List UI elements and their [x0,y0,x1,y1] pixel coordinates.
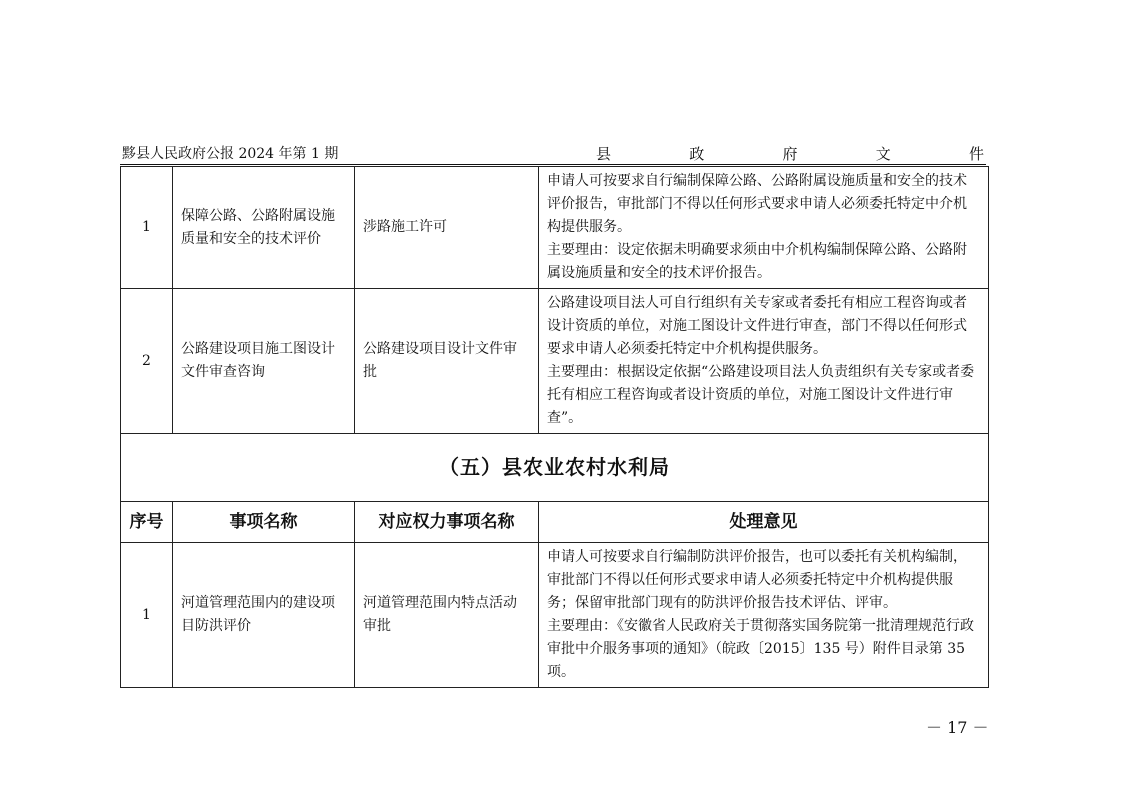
header-char: 文 [875,145,891,163]
item-name: 公路建设项目施工图设计文件审查咨询 [173,289,355,434]
column-header: 对应权力事项名称 [355,502,539,543]
header-char: 政 [689,145,705,163]
opinion-reason: 主要理由：设定依据未明确要求须由中介机构编制保障公路、公路附属设施质量和安全的技术评价报告。 [547,242,967,281]
handling-opinion [539,167,989,289]
row-number: 2 [121,289,173,434]
header-char: 府 [782,145,798,163]
table-row [121,289,989,434]
table-row [121,543,989,688]
item-name: 河道管理范围内的建设项目防洪评价 [173,543,355,688]
column-header: 事项名称 [173,502,355,543]
column-header-row [121,502,989,543]
power-item-name: 涉路施工许可 [355,167,539,289]
section-title: （五）县农业农村水利局 [121,434,989,502]
section-row [121,434,989,502]
document-type-header [596,143,984,164]
header-divider [120,164,986,165]
opinion-text: 公路建设项目法人可自行组织有关专家或者委托有相应工程咨询或者设计资质的单位，对施工图设计文件进行审查，部门不得以任何形式要求申请人必须委托特定中介机构提供服务。 [547,295,967,357]
power-item-name: 河道管理范围内特点活动审批 [355,543,539,688]
intermediary-services-table [120,166,989,688]
handling-opinion [539,543,989,688]
page-number: － 17 － [926,718,989,737]
bulletin-header: 黟县人民政府公报 2024 年第 1 期 [122,146,339,162]
power-item-name: 公路建设项目设计文件审批 [355,289,539,434]
opinion-text: 申请人可按要求自行编制防洪评价报告，也可以委托有关机构编制，审批部门不得以任何形式要求申请人必须委托特定中介机构提供服务；保留审批部门现有的防洪评价报告技术评估、评审。 [547,549,967,611]
header-char: 县 [596,145,612,163]
column-header: 处理意见 [539,502,989,543]
row-number: 1 [121,167,173,289]
header-char: 件 [968,145,984,163]
row-number: 1 [121,543,173,688]
opinion-reason: 主要理由：根据设定依据“公路建设项目法人负责组织有关专家或者委托有相应工程咨询或者设计资质的单位，对施工图设计文件进行审查”。 [547,364,975,426]
opinion-text: 申请人可按要求自行编制保障公路、公路附属设施质量和安全的技术评价报告，审批部门不得以任何形式要求申请人必须委托特定中介机构提供服务。 [547,173,967,235]
table-row [121,167,989,289]
opinion-reason: 主要理由：《安徽省人民政府关于贯彻落实国务院第一批清理规范行政审批中介服务事项的通知》（皖政〔2015〕135 号）附件目录第 35 项。 [547,618,974,680]
item-name: 保障公路、公路附属设施质量和安全的技术评价 [173,167,355,289]
handling-opinion [539,289,989,434]
column-header: 序号 [121,502,173,543]
